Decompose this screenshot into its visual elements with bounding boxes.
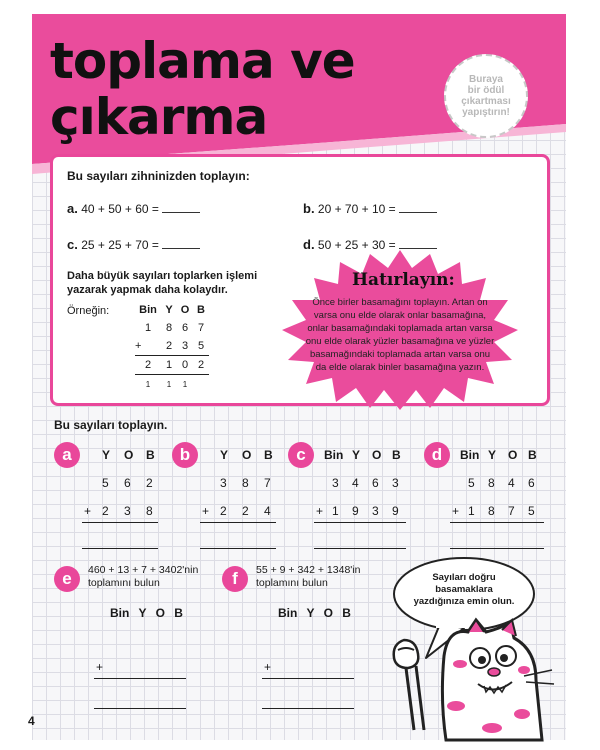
digit: 7 [264,476,271,490]
sum-line [94,678,186,679]
result-digit: 0 [181,359,189,371]
mental-heading: Bu sayıları zihninizden toplayın: [67,169,250,183]
col-header: Y [352,448,361,462]
plus-sign: + [84,504,92,518]
carry-digit: 1 [182,379,188,389]
digit: 6 [124,476,131,490]
col-header: O [372,448,382,462]
tip-text [67,269,257,297]
problem-instruction [88,564,198,590]
digit: 7 [508,504,515,518]
answer-line[interactable] [314,548,406,549]
col-header: Bin [324,448,344,462]
answer-blank[interactable] [399,212,437,213]
col-header: B [392,448,401,462]
reward-sticker-area[interactable] [444,54,528,138]
problem-c [288,442,418,552]
sticker-text-2: bir ödül [467,85,505,96]
digit: 5 [197,340,205,352]
answer-blank[interactable] [162,248,200,249]
digit: 6 [372,476,379,490]
speech-line: Sayıları doğru [432,572,496,583]
remember-burst [280,250,520,415]
remember-text [300,296,500,374]
remember-line: onlar basamağındaki toplamada artan varsa [307,323,493,334]
item-expression: 25 + 25 + 70 = [81,238,159,252]
instruction-line: toplamını bulun [256,577,328,589]
answer-line[interactable] [82,548,158,549]
problem-e [54,564,214,714]
digit: 1 [468,504,475,518]
problem-b [172,442,292,552]
plus-sign: + [264,660,272,674]
problem-letter-badge: c [288,442,314,468]
col-header: B [264,448,273,462]
problem-letter-badge: b [172,442,198,468]
result-digit: 1 [165,359,173,371]
remember-line: onu elde olarak yüzler basamağına ve yüzler [305,336,495,347]
digit: 2 [220,504,227,518]
remember-line: basamağındaki toplamada artan varsa onu [309,349,491,360]
digit: 2 [102,504,109,518]
sum-line [82,522,158,523]
problem-letter-badge: f [222,566,248,592]
problem-d [424,442,560,552]
sum-line [262,678,354,679]
problem-a [54,442,174,552]
item-letter: c. [67,237,78,252]
digit: 8 [488,504,495,518]
col-header: Y [488,448,497,462]
monster-icon [384,610,566,740]
sticker-text-3: çıkartması [461,96,511,107]
mental-item-b [303,201,437,216]
sum-line [314,522,406,523]
instruction-line: toplamını bulun [88,577,160,589]
col-header: B [528,448,537,462]
result-digit: 2 [197,359,205,371]
col-header: Y [165,304,173,316]
col-header: O [508,448,518,462]
digit: 8 [165,322,173,334]
page-title-line2: çıkarma [50,88,268,146]
digit: 7 [197,322,205,334]
tip-line-2: yazarak yapmak daha kolaydır. [67,284,228,296]
result-digit: 2 [144,359,152,371]
digit: 6 [181,322,189,334]
item-expression: 50 + 25 + 30 = [317,238,396,252]
digit: 8 [242,476,249,490]
tip-line-1: Daha büyük sayıları toplarken işlemi [67,270,258,282]
col-header: Y [220,448,229,462]
col-header: B [146,448,155,462]
answer-blank[interactable] [399,248,437,249]
answer-line[interactable] [200,548,276,549]
digit: 5 [468,476,475,490]
speech-line: yazdığınıza emin olun. [413,596,515,607]
problem-instruction [256,564,360,590]
digit: 9 [352,504,359,518]
instruction-line: 55 + 9 + 342 + 1348'in [256,564,361,576]
digit: 3 [181,340,189,352]
problem-letter-badge: a [54,442,80,468]
page-title-line1: toplama ve [50,32,355,90]
workbook-page [28,14,566,740]
answer-line[interactable] [450,548,544,549]
sum-line [200,522,276,523]
digit: 9 [392,504,399,518]
digit: 2 [242,504,249,518]
digit: 1 [144,322,152,334]
monster-mascot-illustration [384,610,566,745]
carry-digit: 1 [145,379,151,389]
mental-item-c [67,237,200,252]
instruction-line: 460 + 13 + 7 + 3402'nin [88,564,199,576]
written-heading: Bu sayıları toplayın. [54,418,168,432]
answer-line[interactable] [262,708,354,709]
col-header: Bin [139,304,157,316]
page-number: 4 [28,714,35,728]
problem-letter-badge: e [54,566,80,592]
item-letter: d. [303,237,315,252]
sum-line [450,522,544,523]
col-header: O [180,304,190,316]
digit: 6 [528,476,535,490]
example-label: Örneğin: [67,305,110,317]
digit: 3 [332,476,339,490]
problem-letter-badge: d [424,442,450,468]
col-header: O [242,448,252,462]
plus-sign: + [316,504,324,518]
digit: 4 [352,476,359,490]
example-addition [135,301,209,393]
digit: 3 [124,504,131,518]
answer-blank[interactable] [162,212,200,213]
digit: 8 [488,476,495,490]
sticker-text-1: Buraya [469,74,503,85]
col-header: B [197,304,205,316]
item-expression: 40 + 50 + 60 = [81,202,159,216]
plus-sign: + [96,660,104,674]
plus-sign: + [135,340,142,352]
digit: 4 [264,504,271,518]
speech-line: basamaklara [435,584,493,595]
digit: 2 [146,476,153,490]
digit: 1 [332,504,339,518]
col-header: O [124,448,134,462]
plus-sign: + [452,504,460,518]
item-letter: b. [303,201,315,216]
digit: 8 [146,504,153,518]
digit: 5 [528,504,535,518]
problem-f [222,564,382,714]
digit: 4 [508,476,515,490]
item-letter: a. [67,201,78,216]
mental-item-a [67,201,200,216]
column-headers: Bin Y O B [110,606,183,620]
sticker-text-4: yapıştırın! [462,107,510,118]
item-expression: 20 + 70 + 10 = [317,202,396,216]
digit: 3 [220,476,227,490]
digit: 3 [372,504,379,518]
remember-line: Önce birler basamağını toplayın. Artan on [312,297,488,308]
digit: 3 [392,476,399,490]
col-header: Y [102,448,111,462]
col-header: Bin [460,448,480,462]
remember-line: da elde olarak binler basamağına yazın. [315,362,485,373]
answer-line[interactable] [94,708,186,709]
column-headers: Bin Y O B [278,606,351,620]
remember-line: varsa onu elde olarak onlar basamağına, [313,310,487,321]
carry-digit: 1 [166,379,172,389]
remember-title: Hatırlayın: [352,270,455,290]
digit: 2 [165,340,173,352]
digit: 5 [102,476,109,490]
speech-text [404,572,524,608]
plus-sign: + [202,504,210,518]
